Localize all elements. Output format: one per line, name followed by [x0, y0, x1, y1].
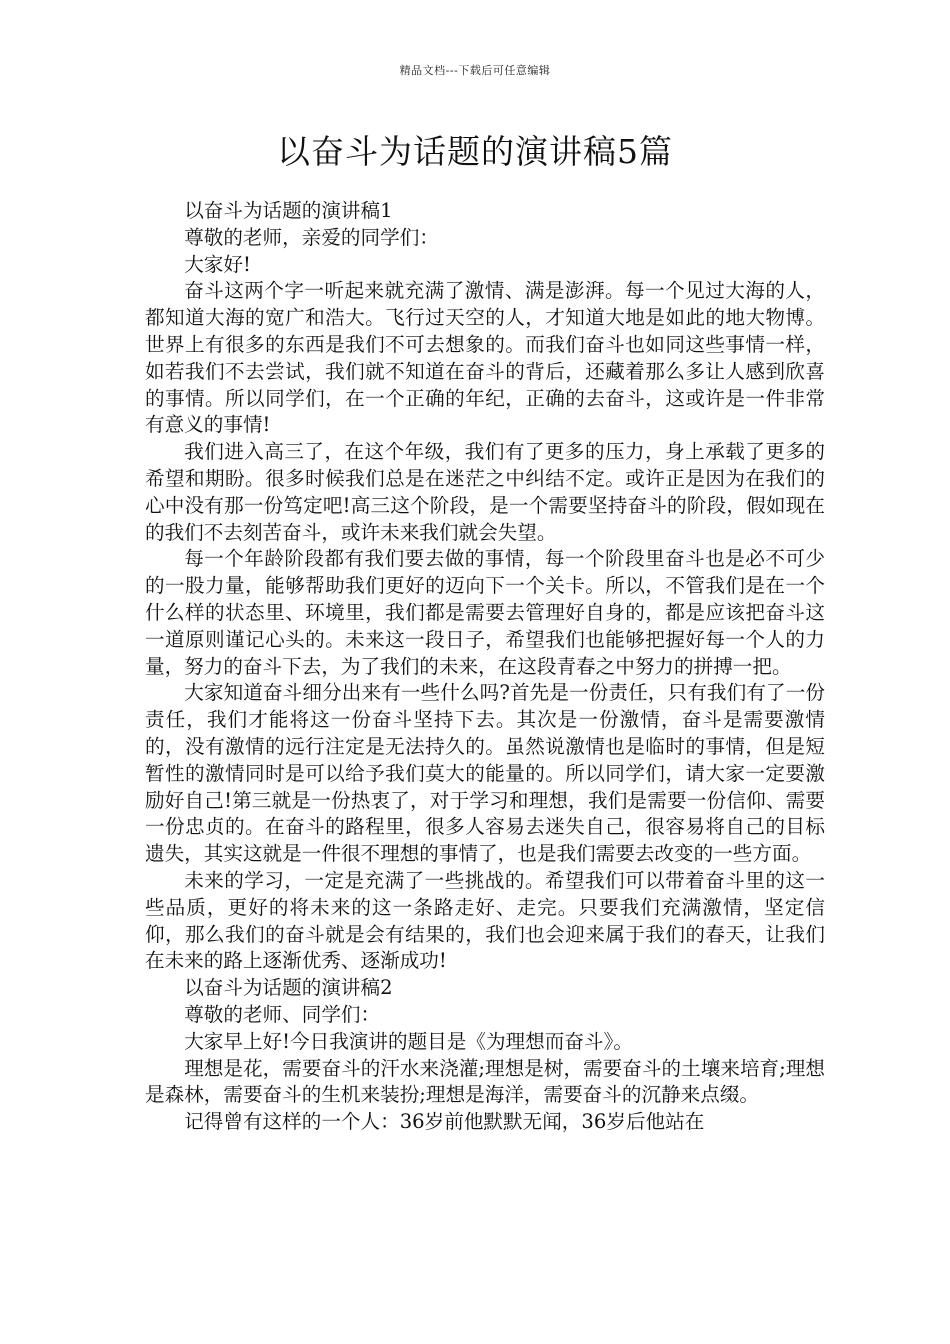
salutation-2: 尊敬的老师、同学们：: [184, 1002, 381, 1026]
body-paragraph: 我们进入高三了，在这个年级，我们有了更多的压力，身上承载了更多的希望和期盼。很多时候我们总是在迷茫之中纠结不定。或许正是因为在我们的心中没有那一份笃定吧!高三这个阶段，是一个需要坚持奋斗的阶段，假如现在的我们不去刻苦奋斗，或许未来我们就会失望。: [145, 440, 825, 544]
section-heading-2: 以奋斗为话题的演讲稿2: [184, 976, 393, 1000]
body-paragraph: 每一个年龄阶段都有我们要去做的事情，每一个阶段里奋斗也是必不可少的一股力量，能够帮助我们更好的迈向下一个关卡。所以，不管我们是在一个什么样的状态里、环境里，我们都是需要去管理好自身的，都是应该把奋斗这一道原则谨记心头的。未来这一段日子，希望我们也能够把握好每一个人的力量，努力的奋斗下去，为了我们的未来，在这段青春之中努力的拼搏一把。: [145, 547, 825, 678]
greeting-2: 大家早上好!今日我演讲的题目是《为理想而奋斗》。: [184, 1029, 633, 1053]
salutation-1: 尊敬的老师，亲爱的同学们：: [184, 225, 439, 249]
body-paragraph: 大家知道奋斗细分出来有一些什么吗?首先是一份责任，只有我们有了一份责任，我们才能将这一份奋斗坚持下去。其次是一份激情，奋斗是需要激情的，没有激情的远行注定是无法持久的。虽然说激情也是临时的事情，但是短暂性的激情同时是可以给予我们莫大的能量的。所以同学们，请大家一定要激励好自己!第三就是一份热衷了，对于学习和理想，我们是需要一份信仰、需要一份忠贞的。在奋斗的路程里，很多人容易去迷失自己，很容易将自己的目标遗失，其实这就是一件很不理想的事情了，也是我们需要去改变的一些方面。: [145, 681, 825, 866]
document-title: 以奋斗为话题的演讲稿5篇: [277, 132, 673, 171]
page-header-note: 精品文档---下载后可任意编辑: [399, 64, 551, 77]
body-paragraph: 记得曾有这样的一个人：36岁前他默默无闻，36岁后他站在: [184, 1110, 705, 1134]
body-paragraph: 理想是花，需要奋斗的汗水来浇灌;理想是树，需要奋斗的土壤来培育;理想是森林，需要奋斗的生机来装扮;理想是海洋，需要奋斗的沉静来点缀。: [145, 1056, 825, 1107]
document-body: [145, 198, 825, 1136]
body-paragraph: 奋斗这两个字一听起来就充满了激情、满是澎湃。每一个见过大海的人，都知道大海的宽广和浩大。飞行过天空的人，才知道大地是如此的地大物博。世界上有很多的东西是我们不可去想象的。而我们奋斗也如同这些事情一样，如若我们不去尝试，我们就不知道在奋斗的背后，还藏着那么多让人感到欣喜的事情。所以同学们，在一个正确的年纪，正确的去奋斗，这或许是一件非常有意义的事情!: [145, 279, 825, 437]
greeting-1: 大家好!: [184, 252, 251, 276]
section-heading-1: 以奋斗为话题的演讲稿1: [184, 199, 393, 222]
body-paragraph: 未来的学习，一定是充满了一些挑战的。希望我们可以带着奋斗里的这一些品质，更好的将未来的这一条路走好、走完。只要我们充满激情，坚定信仰，那么我们的奋斗就是会有结果的，我们也会迎来属于我们的春天，让我们在未来的路上逐渐优秀、逐渐成功!: [145, 868, 825, 973]
